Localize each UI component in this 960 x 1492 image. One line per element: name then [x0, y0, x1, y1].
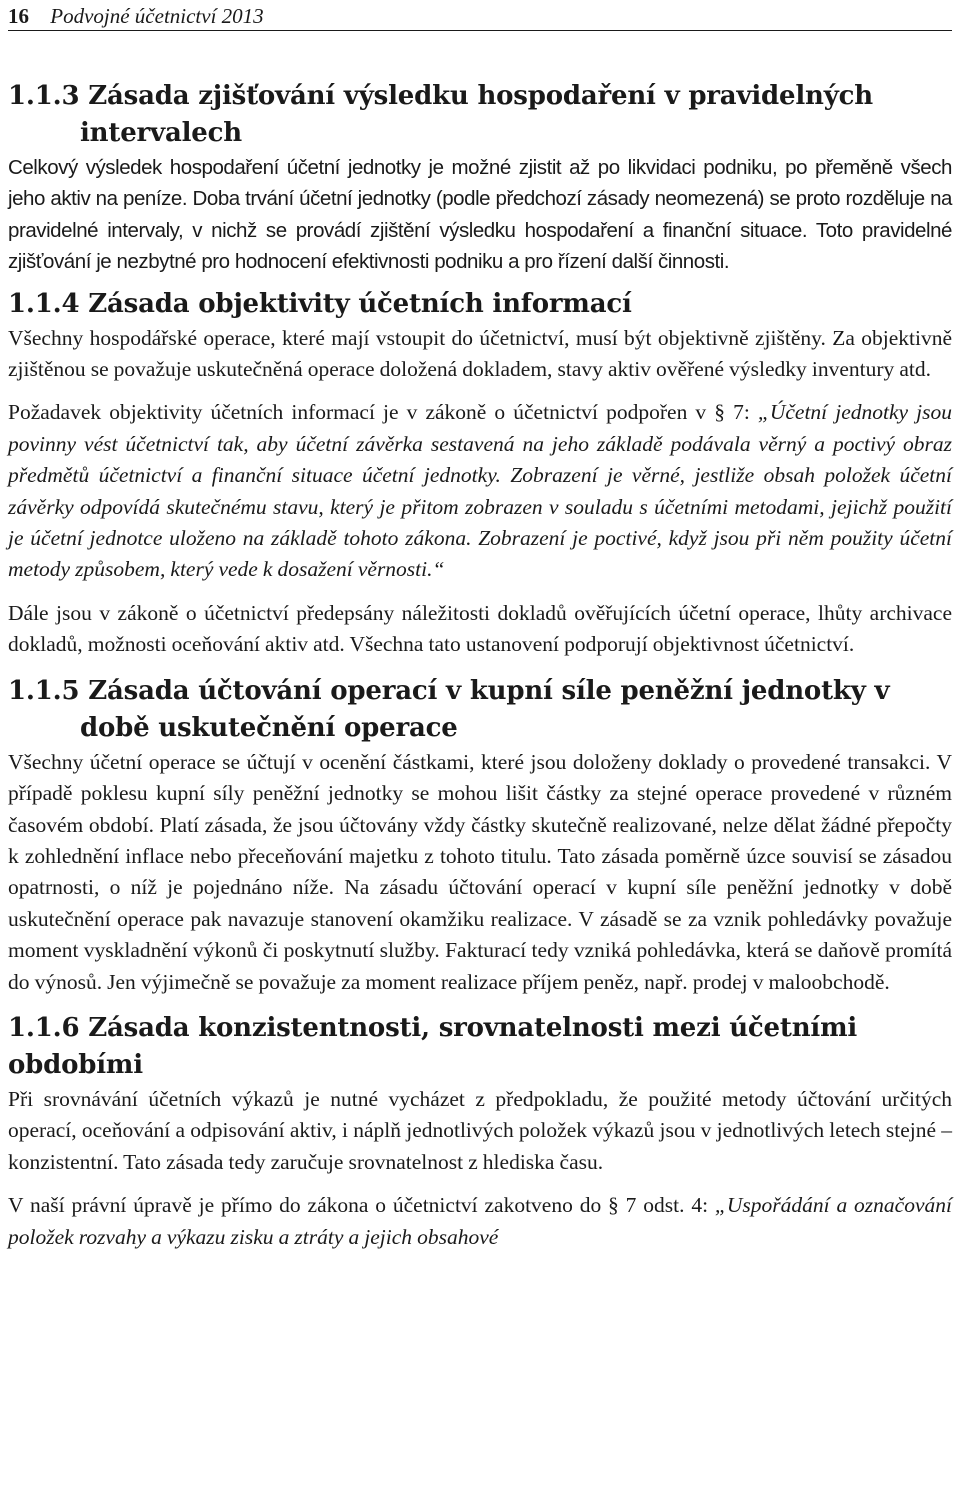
- text-run: „Uspořádání a označování položek rozvahy a výkazu zisku a ztráty a jejich obsahové: [8, 1193, 952, 1249]
- text-run: Doba trvání účetní jednotky (podle předchozí zásady neomezená) se proto rozděluje na pravidelné intervaly, v nichž se provádí zjištění výsledku hospodaření a finanční situace.: [8, 187, 952, 242]
- page-number: 16: [8, 4, 29, 28]
- text-run: Dále jsou v zákoně o účetnictví předepsány náležitosti dokladů ověřujících účetní operace, lhůty archivace dokladů, možnosti oceňování aktiv atd. Všechna tato ustanovení podporují objektivnost účetnictví.: [8, 600, 952, 657]
- text-run: Toto pravidelné zjišťování je nezbytné pro hodnocení efektivnosti podniku a pro řízení další činnosti.: [8, 218, 953, 274]
- text-run: Při srovnávání účetních výkazů je nutné vycházet z předpokladu, že použité metody účtování určitých operací, oceňování a odpisování aktiv, i náplň jednotlivých položek výkazů jsou v jednotlivých letech stejné – konzistentní. Tato zásada tedy zaručuje srovnatelnost z hlediska času.: [8, 1086, 952, 1174]
- section-heading: 1.1.5 Zásada účtování operací v kupní síle peněžní jednotky v době uskutečnění operace: [8, 675, 890, 743]
- section-heading: 1.1.4 Zásada objektivity účetních informací: [8, 288, 632, 319]
- text-run: Celkový výsledek hospodaření účetní jednotky je možné zjistit až po likvidaci podniku, po přeměně všech jeho aktiv na peníze.: [8, 156, 952, 211]
- section-heading: 1.1.3 Zásada zjišťování výsledku hospodaření v pravidelných intervalech: [8, 81, 873, 148]
- paragraph: [8, 397, 952, 585]
- section-1-1-4: [8, 286, 952, 661]
- text-run: Všechny účetní operace se účtují v ocenění částkami, které jsou doloženy doklady o provedené transakci. V případě poklesu kupní síly peněžní jednotky se mohou lišit částky za stejné operace provedené v různém časovém období. Platí zásada, že jsou účtovány vždy částky skutečně realizované, nelze dělat žádné přepočty k zohlednění inflace nebo přeceňování majetku z tohoto titulu. Tato zásada poměrně úzce souvisí se zásadou opatrnosti, o níž je pojednáno níže. Na zásadu účtování operací v kupní síle peněžní jednotky v době uskutečnění operace pak navazuje stanovení okamžiku realizace. V zásadě se za vznik pohledávky považuje moment vyskladnění výkonů či poskytnutí služby. Fakturací tedy vzniká pohledávka, která se daňově promítá do výnosů. Jen výjimečně se považuje za moment realizace příjem peněz, např. prodej v maloobchodě.: [8, 749, 952, 994]
- paragraph: [8, 323, 952, 386]
- document-page: [8, 0, 952, 1253]
- section-1-1-6: [8, 1010, 952, 1253]
- text-run: Požadavek objektivity účetních informací je v zákoně o účetnictví podpořen v § 7:: [8, 400, 758, 425]
- paragraph: [8, 1084, 952, 1178]
- text-run: „Účetní jednotky jsou povinny vést účetnictví tak, aby účetní závěrka sestavená na jeho základě podávala věrný a poctivý obraz předmětů účetnictví a finanční situace účetní jednotky. Zobrazení je věrné, jestliže obsah položek účetní závěrky odpovídá skutečnému stavu, který je přitom zobrazen v souladu s účetními metodami, jejichž použití je účetní jednotce uloženo na základě tohoto zákona. Zobrazení je poctivé, když jsou při něm použity účetní metody způsobem, který vede k dosažení věrnosti.“: [8, 400, 952, 582]
- running-title: Podvojné účetnictví 2013: [50, 4, 264, 28]
- paragraph: [8, 747, 952, 998]
- paragraph: [8, 1190, 952, 1253]
- text-run: Všechny hospodářské operace, které mají vstoupit do účetnictví, musí být objektivně zjištěny. Za objektivně zjištěnou se považuje uskutečněná operace doložená dokladem, stavy aktiv ověřené výsledky inventury atd.: [8, 325, 952, 382]
- section-1-1-3: [8, 78, 952, 278]
- text-run: V naší právní úpravě je přímo do zákona o účetnictví zakotveno do § 7 odst. 4:: [8, 1193, 715, 1218]
- section-heading: 1.1.6 Zásada konzistentnosti, srovnatelnosti mezi účetními obdobími: [8, 1012, 858, 1080]
- paragraph: [8, 152, 952, 278]
- section-1-1-5: [8, 673, 952, 998]
- paragraph: [8, 598, 952, 661]
- running-header: [8, 2, 952, 31]
